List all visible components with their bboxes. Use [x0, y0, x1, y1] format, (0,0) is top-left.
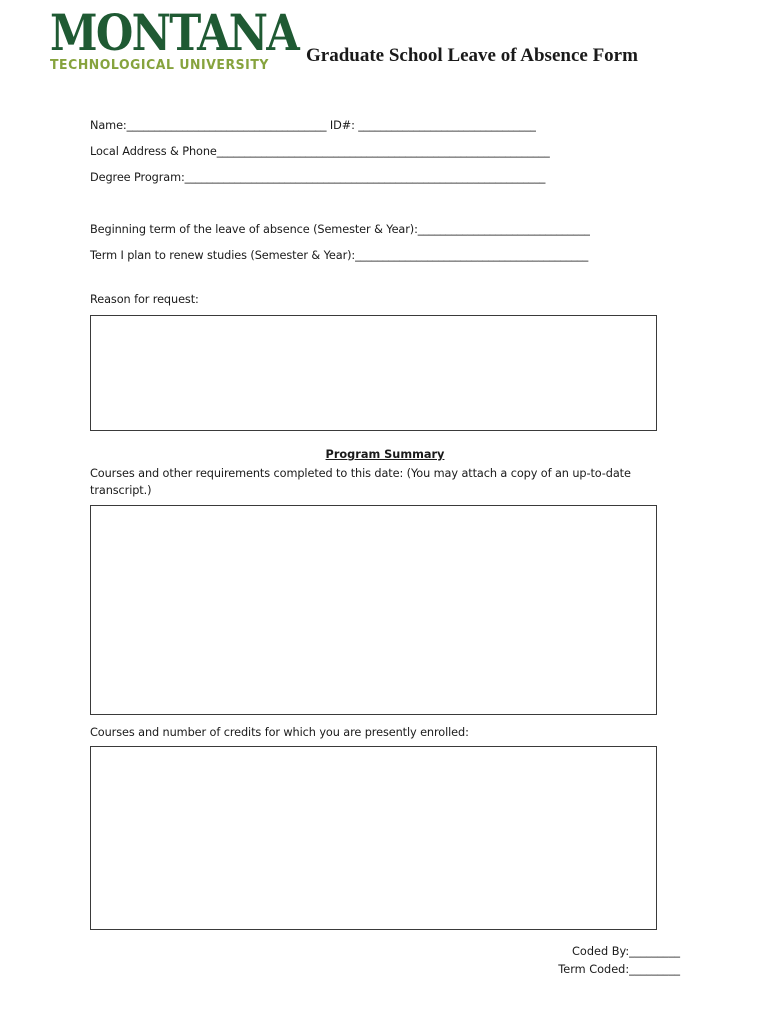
university-logo [50, 3, 299, 73]
coded-by-field-line[interactable]: Coded By:_________ [572, 945, 680, 958]
address-phone-field-line[interactable]: Local Address & Phone____________________________________________________________ [90, 145, 550, 158]
reason-label: Reason for request: [90, 293, 199, 306]
term-coded-field-line[interactable]: Term Coded:_________ [558, 963, 680, 976]
reason-textbox[interactable] [90, 315, 657, 431]
logo-wordmark: MONTANA [50, 3, 299, 62]
courses-completed-instructions: Courses and other requirements completed to this date: (You may attach a copy of an up-to-date transcript.) [90, 467, 631, 497]
renew-term-field-line[interactable]: Term I plan to renew studies (Semester & Year):__________________________________________ [90, 249, 589, 262]
name-id-field-line[interactable]: Name:____________________________________ ID#: ________________________________ [90, 119, 536, 132]
program-summary-heading: Program Summary [325, 448, 445, 461]
beginning-term-field-line[interactable]: Beginning term of the leave of absence (Semester & Year):_______________________________ [90, 223, 590, 236]
courses-completed-textbox[interactable] [90, 505, 657, 715]
courses-enrolled-textbox[interactable] [90, 746, 657, 930]
form-title: Graduate School Leave of Absence Form [306, 45, 638, 66]
logo-subtitle: TECHNOLOGICAL UNIVERSITY [50, 58, 269, 73]
courses-enrolled-instructions: Courses and number of credits for which you are presently enrolled: [90, 726, 469, 739]
degree-program-field-line[interactable]: Degree Program:_________________________________________________________________ [90, 171, 546, 184]
